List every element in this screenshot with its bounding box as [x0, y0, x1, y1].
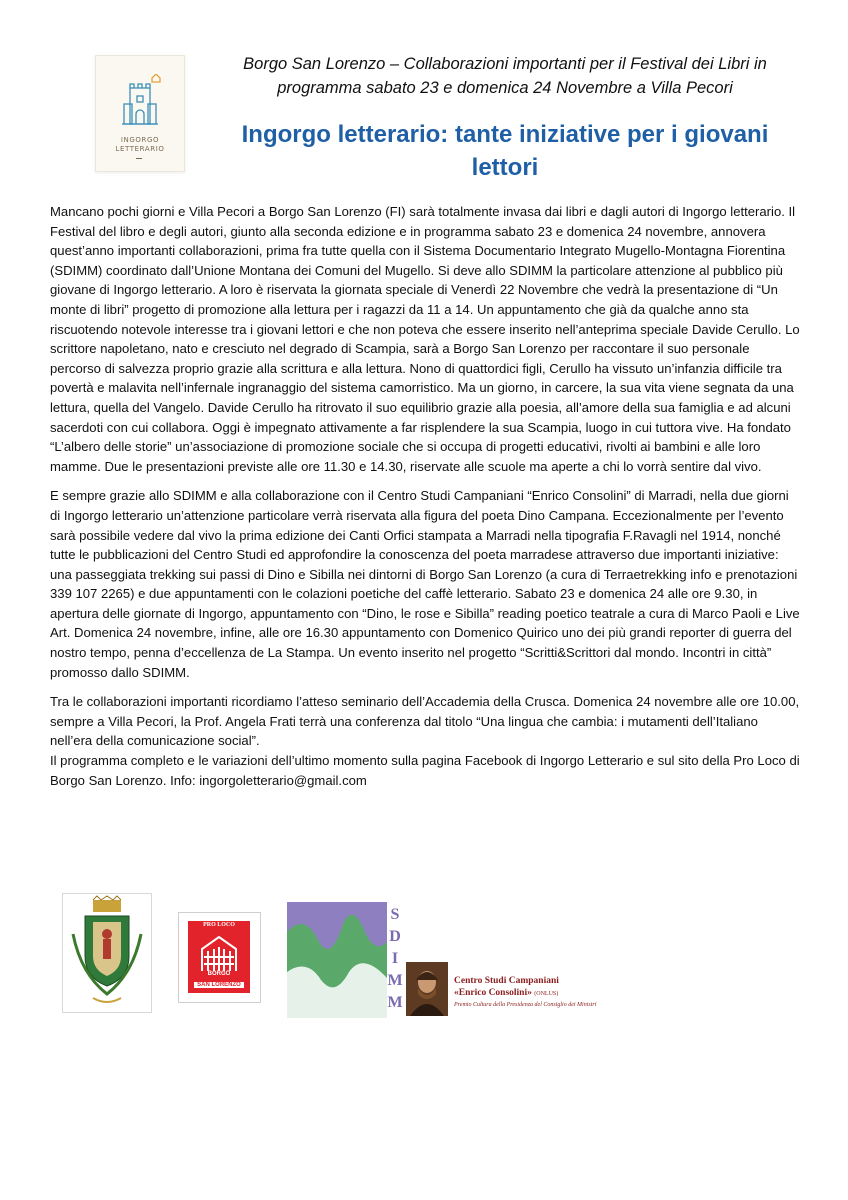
- pro-loco-label: PRO LOCO: [203, 922, 235, 928]
- sdimm-letter-s: S: [390, 906, 400, 923]
- campana-portrait: [406, 962, 448, 1016]
- headline-line1: Ingorgo letterario: tante iniziative per i giovani: [241, 121, 769, 148]
- pro-loco-borgo: BORGO: [207, 971, 231, 977]
- csc-onlus: (ONLUS): [534, 991, 559, 997]
- subtitle: [205, 52, 805, 100]
- headline-line2: lettori: [471, 154, 539, 181]
- castle-icon: [116, 74, 164, 132]
- sdimm-letters: [385, 904, 405, 1014]
- sdimm-letter-m2: M: [387, 994, 403, 1011]
- ingorgo-letterario-logo: [95, 55, 185, 172]
- csc-line2-wrap: [454, 987, 559, 1000]
- article-body: [50, 202, 802, 790]
- csc-line1: Centro Studi Campaniani: [454, 976, 559, 986]
- paragraph-2: E sempre grazie allo SDIMM e alla collaborazione con il Centro Studi Campaniani “Enrico Consolini” di Marradi, nella due giorni di Ingorgo letterario un’attenzione particolare verrà riservata alla figura del poeta Dino Campana. Eccezionalmente per l’evento sarà possibile vedere dal vivo la prima edizione dei Canti Orfici stampata a Marradi nella tipografia F.Ravagli nel 1914, nonché tutte le pubblicazioni del Centro Studi ed approfondire la conoscenza del poeta marradese attraverso due importanti iniziative: una passeggiata trekking sui passi di Dino e Sibilla nei dintorni di Borgo San Lorenzo (a cura di Terraetrekking info e prenotazioni 339 107 2265) e due appuntamenti con le colazioni poetiche del caffè letterario. Sabato 23 e domenica 24 alle ore 9.30, in apertura delle giornate di Ingorgo, appuntamento con “Dino, le rose e Sibilla” reading poetico teatrale a cura di Marco Paoli e Live Art. Domenica 24 novembre, infine, alle ore 16.30 appuntamento con Domenico Quirico uno dei più grandi reporter di guerra del nostro tempo, penna d’eccellenza de La Stampa. Un evento inserito nel progetto “Scritti&Scrittori dal mondo. Incontri in città” promosso dallo SDIMM.: [50, 488, 800, 680]
- paragraph-3: Tra le collaborazioni importanti ricordiamo l’atteso seminario dell’Accademia della Crusca. Domenica 24 novembre alle ore 10.00, sempre a Villa Pecori, la Prof. Angela Frati terrà una conferenza dal titolo “Una lingua che cambia: i mutamenti dell’Italiano nell’era della comunicazione social”.: [50, 694, 800, 749]
- sdimm-letter-m1: M: [387, 972, 403, 989]
- logo-text-line1: INGORGO: [120, 136, 160, 144]
- subtitle-line1: Borgo San Lorenzo – Collaborazioni importanti per il Festival dei Libri in: [243, 55, 767, 73]
- pro-loco-badge: [188, 921, 250, 993]
- paragraph-1: Mancano pochi giorni e Villa Pecori a Borgo San Lorenzo (FI) sarà totalmente invasa dai libri e dagli autori di Ingorgo letterario. Il Festival del libro e degli autori, giunto alla seconda edizione e in programma sabato 23 e domenica 24 novembre, annovera quest’anno importanti collaborazioni, prima fra tutte quella con il Sistema Documentario Integrato Mugello-Montagna Fiorentina (SDIMM) coordinato dall’Unione Montana dei Comuni del Mugello. Si deve allo SDIMM la particolare attenzione al pubblico più giovane di Ingorgo letterario. A loro è riservata la giornata speciale di Venerdì 22 Novembre che vedrà la presentazione di “Un monte di libri” progetto di promozione alla lettura per i ragazzi da 11 a 14. Un appuntamento che già da qualche anno sta riscuotendo notevole interesse tra i giovani lettori e che non poteva che essere inserito nell’anteprima speciale Davide Cerullo. Lo scrittore napoletano, nato e cresciuto nel degrado di Scampia, sarà a Borgo San Lorenzo per raccontare il suo personale percorso di salvezza proprio grazie alla scrittura e alla lettura. Nono di quattordici figli, Cerullo ha vissuto un’infanzia difficile tra povertà e malavita nell’infernale ingranaggio del sistema camorristico. Ma un giorno, in carcere, la sua vita viene segnata da una lettura, quella del Vangelo. Davide Cerullo ha ritrovato il suo equilibrio grazie alla poesia, all’amore della sua famiglia e ad alcuni sacerdoti con cui collabora. Oggi è impegnato attivamente a far risplendere la sua Scampia, luogo in cui tuttora vive. Ha fondato “L’albero delle storie” un’associazione di promozione sociale che si occupa di progetti educativi, rivolti ai bambini e alle loro mamme. Due le presentazioni previste alle ore 11.30 e 14.30, riservate alle scuole ma aperte a chi lo vorrà sentire dal vivo.: [50, 204, 800, 474]
- headline: [205, 118, 805, 184]
- sdimm-letter-i: I: [391, 950, 399, 967]
- logo-text-line2: LETTERARIO: [115, 145, 165, 153]
- coat-of-arms-icon: [63, 894, 151, 1012]
- paragraph-4: Il programma completo e le variazioni dell’ultimo momento sulla pagina Facebook di Ingorgo Letterario e sul sito della Pro Loco di Borgo San Lorenzo. Info: ingorgoletterario@gmail.com: [50, 753, 800, 788]
- subtitle-line2: programma sabato 23 e domenica 24 Novembre a Villa Pecori: [277, 79, 733, 97]
- pro-loco-san-lorenzo: SAN LORENZO: [194, 982, 244, 988]
- portrait-icon: [406, 962, 448, 1016]
- csc-line2: «Enrico Consolini»: [454, 988, 532, 998]
- logo-dash: [136, 158, 142, 159]
- centro-studi-name: [454, 975, 559, 1000]
- sdimm-letter-d: D: [389, 928, 401, 945]
- borgo-san-lorenzo-coat-of-arms: [62, 893, 152, 1013]
- pro-loco-logo: [178, 912, 261, 1003]
- csc-award: Premio Cultura della Presidenza del Consiglio dei Ministri: [454, 1002, 597, 1008]
